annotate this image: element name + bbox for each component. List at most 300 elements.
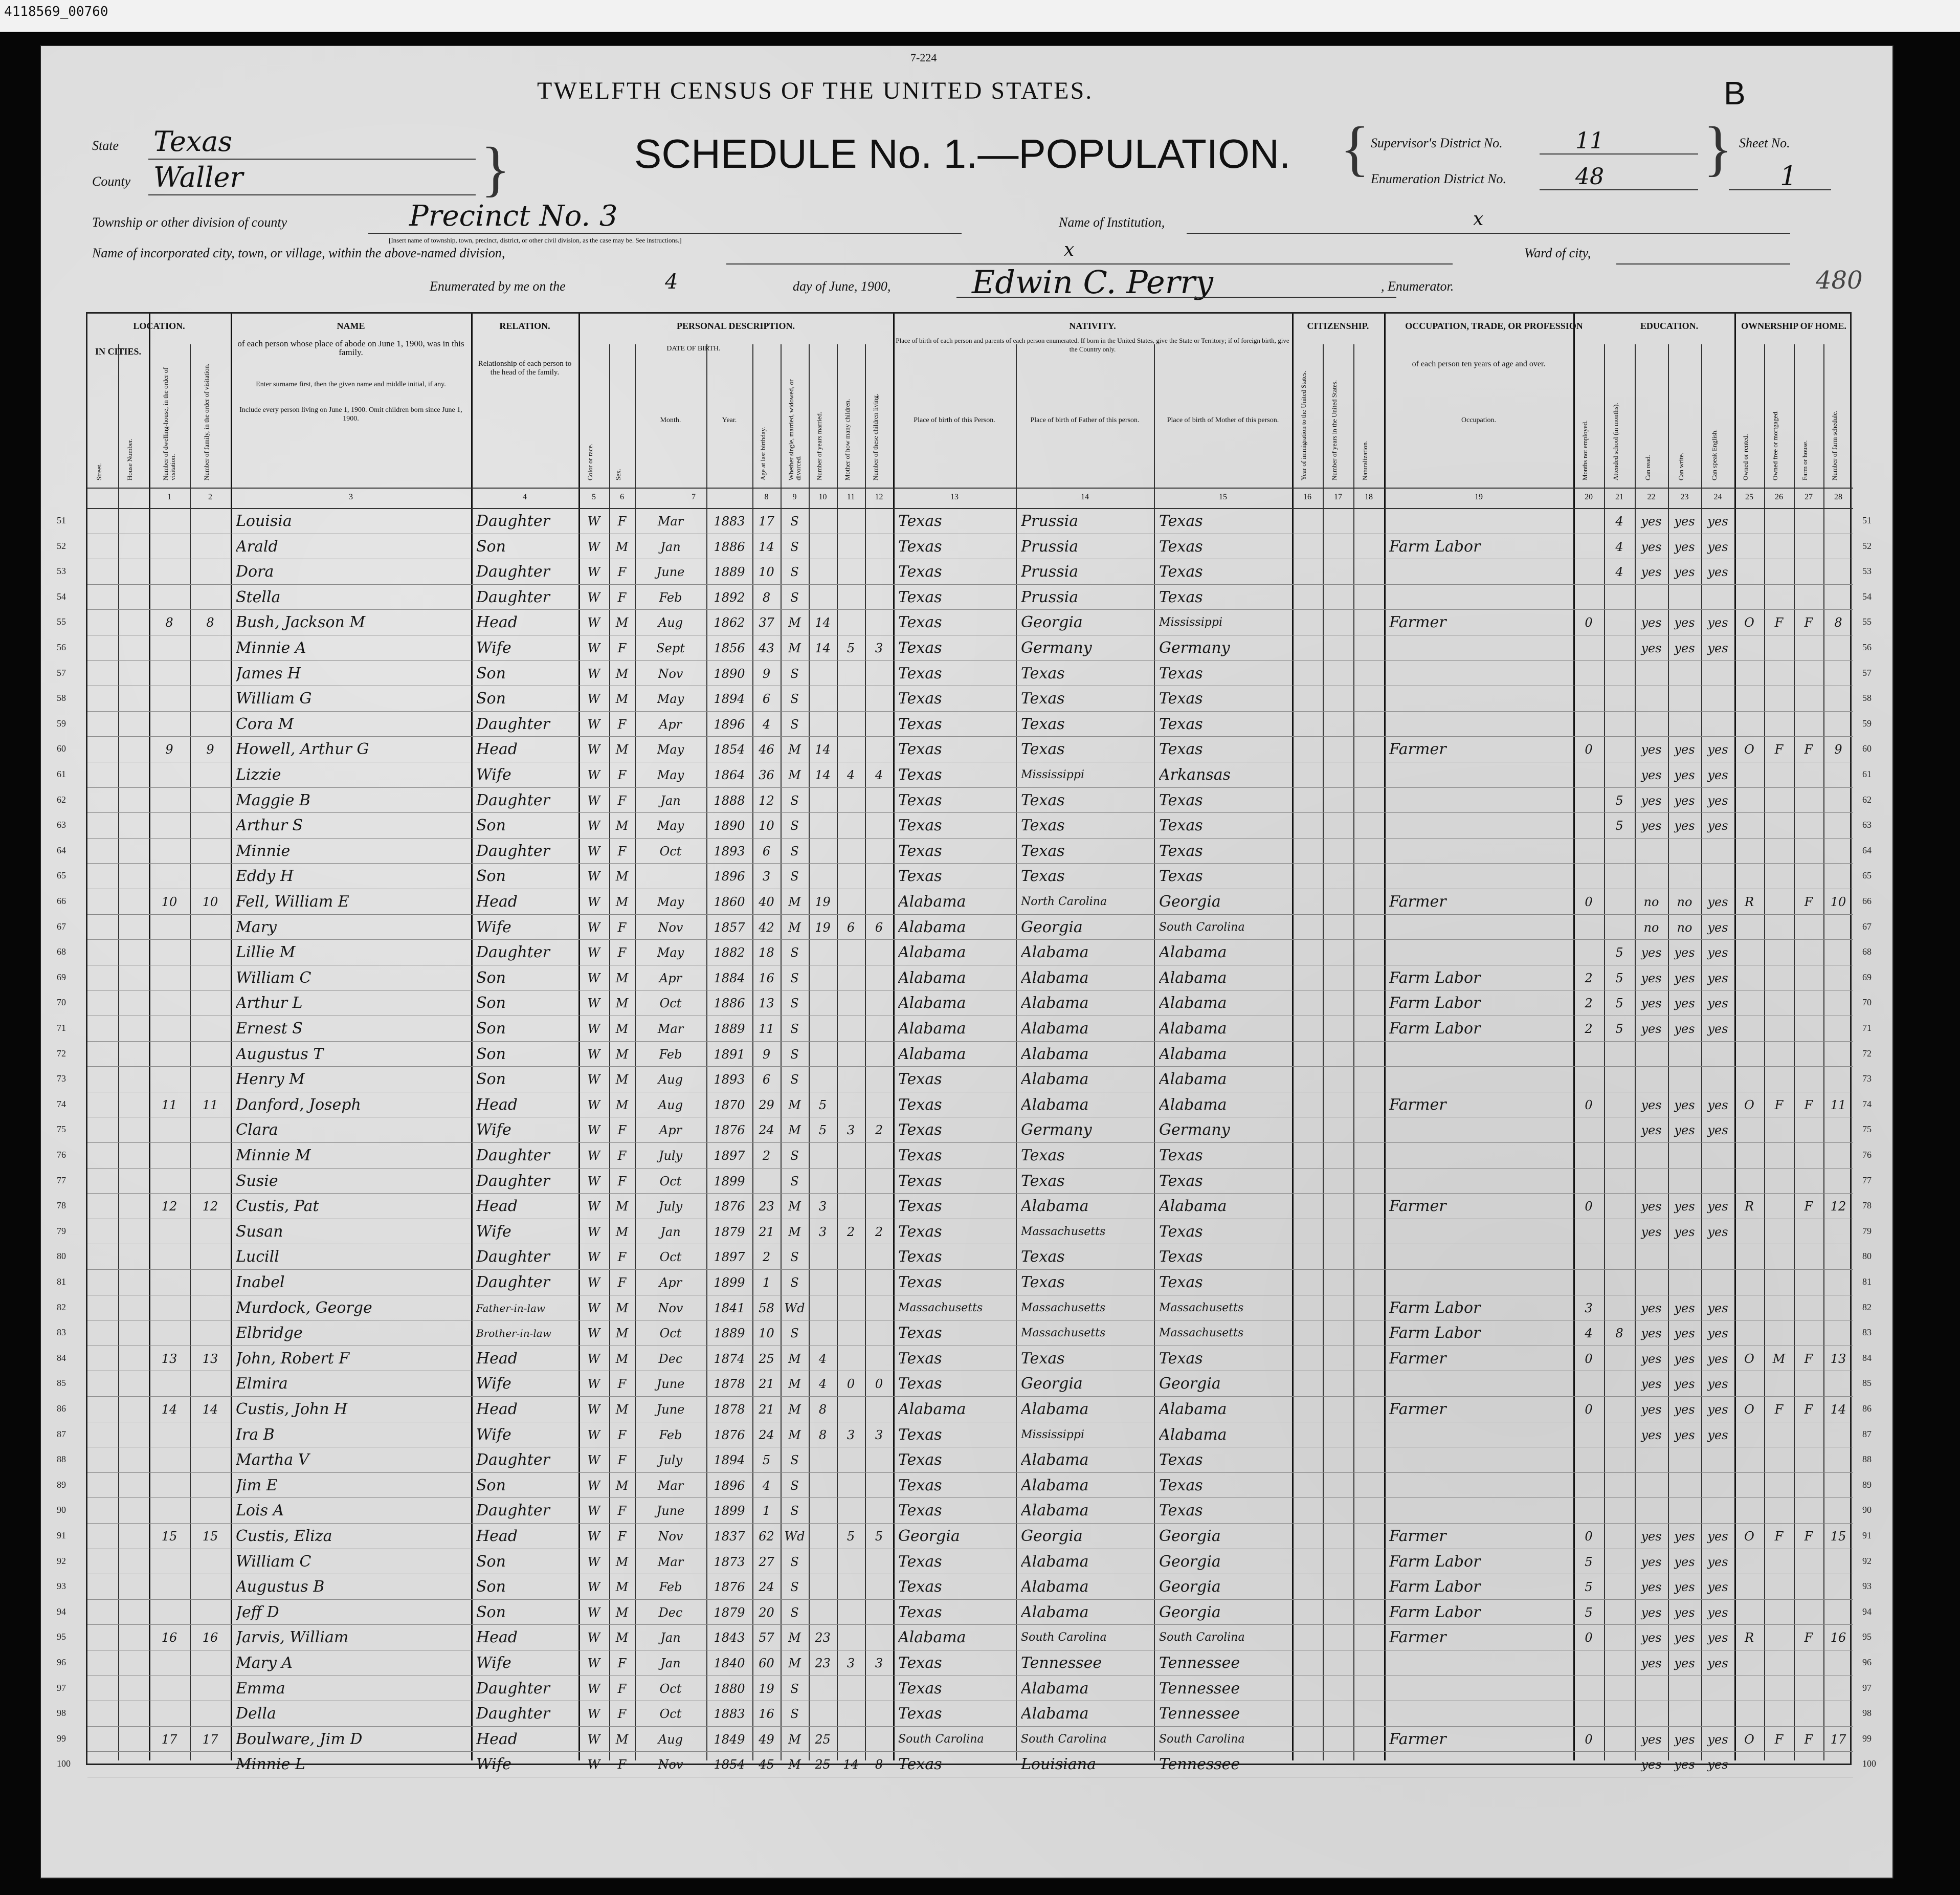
cell-fam <box>190 561 231 583</box>
table-row <box>57 990 1872 1017</box>
cell-age: 24 <box>759 1580 774 1595</box>
cell-color: W <box>587 1605 600 1620</box>
cell-color: W <box>587 1224 600 1239</box>
cell-pob: Alabama <box>898 918 966 936</box>
cell-dw: 15 <box>161 1529 177 1544</box>
cell-rd <box>1635 1170 1668 1193</box>
cell-fs <box>1823 1373 1853 1395</box>
cell-fs <box>1823 1068 1853 1091</box>
line-number-right: 70 <box>1862 997 1872 1008</box>
cell-mo <box>837 814 865 837</box>
cell-fs <box>1823 1322 1853 1345</box>
column-number: 15 <box>1219 493 1227 501</box>
cell-pob: Texas <box>898 1324 942 1342</box>
cell-fpob: Texas <box>1021 791 1065 809</box>
cell-age: 2 <box>762 1250 771 1265</box>
line-number-right: 69 <box>1862 972 1872 982</box>
cell-wr <box>1668 688 1701 710</box>
cell-rel: Wife <box>476 918 511 936</box>
cell-occ: Farm Labor <box>1389 994 1481 1012</box>
cell-fs <box>1823 1246 1853 1268</box>
cell-pob: Texas <box>898 690 942 708</box>
cell-sex: M <box>615 1580 629 1595</box>
cell-wr <box>1668 586 1701 609</box>
cell-wr: yes <box>1674 1199 1695 1214</box>
cell-mar: S <box>790 565 799 580</box>
cell-fm <box>1764 1500 1794 1522</box>
cell-en: yes <box>1707 1605 1728 1620</box>
house-column-header: House Number. <box>126 438 133 480</box>
cell-mpob: Texas <box>1159 842 1203 860</box>
cell-month: June <box>656 1504 685 1518</box>
cell-rd <box>1635 1271 1668 1294</box>
cell-color: W <box>587 1478 600 1493</box>
cell-name: Fell, William E <box>236 893 349 911</box>
cell-month: Aug <box>658 1072 683 1087</box>
cell-fh <box>1794 789 1823 812</box>
cell-pob: Texas <box>898 1679 942 1698</box>
cell-dw <box>149 764 190 786</box>
cell-wr <box>1668 1703 1701 1725</box>
table-row <box>57 635 1872 662</box>
cell-month: Oct <box>659 1326 682 1341</box>
cell-fm <box>1764 941 1794 964</box>
table-row <box>57 1650 1872 1677</box>
cell-occ <box>1389 1753 1572 1776</box>
cell-own <box>1734 1144 1764 1167</box>
cell-pob: Texas <box>898 1121 942 1139</box>
cell-sex: F <box>617 1453 627 1468</box>
cell-sch <box>1604 1195 1635 1218</box>
column-number: 8 <box>764 493 769 501</box>
cell-sch <box>1604 1424 1635 1446</box>
cell-age: 36 <box>759 768 774 782</box>
cell-occ <box>1389 1703 1572 1725</box>
cell-sch: 4 <box>1615 514 1623 528</box>
cell-occ <box>1389 865 1572 888</box>
cell-age: 62 <box>759 1529 774 1544</box>
cell-mar: Wd <box>784 1301 805 1315</box>
cell-en <box>1701 1449 1734 1471</box>
cell-sex: F <box>617 1174 627 1188</box>
cell-rd: yes <box>1641 1732 1662 1747</box>
cell-fh <box>1794 1449 1823 1471</box>
cell-month: Aug <box>658 1732 683 1747</box>
cell-fh <box>1794 1678 1823 1700</box>
line-number: 51 <box>57 515 66 525</box>
cell-mpob: Texas <box>1159 1451 1203 1469</box>
table-row <box>57 1117 1872 1143</box>
cell-year: 1886 <box>714 996 745 1011</box>
line-number: 63 <box>57 820 66 830</box>
cell-fpob: Alabama <box>1021 1552 1089 1571</box>
cell-rd: yes <box>1641 971 1662 985</box>
line-number: 58 <box>57 693 66 703</box>
cell-fpob: Alabama <box>1021 1705 1089 1723</box>
cell-fpob: Alabama <box>1021 1502 1089 1520</box>
cell-pob: Texas <box>898 1451 942 1469</box>
header-occupation: OCCUPATION, TRADE, OR PROFESSION <box>1405 321 1583 331</box>
cell-mar: S <box>790 869 799 884</box>
cell-mpob: Texas <box>1159 563 1203 581</box>
cell-own <box>1734 1119 1764 1141</box>
cell-mpob: Georgia <box>1159 1527 1221 1545</box>
cell-sex: M <box>615 819 629 833</box>
cell-age: 16 <box>759 1707 774 1722</box>
cell-fam <box>190 510 231 533</box>
line-number: 56 <box>57 642 66 652</box>
cell-mo <box>837 1551 865 1573</box>
line-number: 97 <box>57 1682 66 1693</box>
cell-rel: Son <box>476 867 506 886</box>
cell-mpob: South Carolina <box>1159 1631 1245 1644</box>
column-number: 2 <box>208 493 212 501</box>
cell-name: Augustus B <box>236 1578 325 1596</box>
cell-age: 21 <box>759 1224 774 1239</box>
cell-pob: Texas <box>898 537 942 556</box>
cell-pob: Texas <box>898 1147 942 1164</box>
cell-year: 1857 <box>714 920 745 935</box>
cell-fm <box>1764 1322 1794 1345</box>
cell-mpob: Georgia <box>1159 1603 1221 1621</box>
cell-name: Arthur L <box>236 994 303 1012</box>
cell-wr <box>1668 1500 1701 1522</box>
cell-sch <box>1604 1474 1635 1497</box>
cell-mo <box>837 1576 865 1598</box>
table-row <box>57 787 1872 814</box>
cell-name: Dora <box>236 563 274 581</box>
line-number: 59 <box>57 718 66 729</box>
cell-sch <box>1604 1601 1635 1624</box>
cell-dw <box>149 1678 190 1700</box>
cell-fs: 10 <box>1830 895 1846 909</box>
cell-sex: F <box>617 920 627 935</box>
cell-sex: M <box>615 1630 629 1645</box>
line-number-right: 95 <box>1862 1632 1872 1642</box>
cell-month: Aug <box>658 1097 683 1112</box>
cell-pob: Texas <box>898 1476 942 1494</box>
cell-fam: 13 <box>202 1351 218 1366</box>
cell-fh <box>1794 840 1823 863</box>
cell-rel: Head <box>476 1197 518 1216</box>
cell-fpob: Alabama <box>1021 1451 1089 1469</box>
cell-wr <box>1668 1449 1701 1471</box>
cell-fam <box>190 1652 231 1674</box>
cell-mne <box>1573 663 1604 685</box>
cell-mo <box>837 1068 865 1091</box>
table-row <box>57 559 1872 585</box>
cell-mar: M <box>788 920 801 935</box>
cell-sch: 4 <box>1615 565 1623 580</box>
cell-ym <box>809 1144 837 1167</box>
table-row <box>57 1549 1872 1575</box>
cell-ym <box>809 561 837 583</box>
cell-mne: 0 <box>1585 1630 1593 1645</box>
line-number: 52 <box>57 540 66 551</box>
column-number: 23 <box>1680 493 1689 501</box>
cell-wr: yes <box>1674 793 1695 808</box>
cell-en: yes <box>1707 996 1728 1011</box>
cell-fs: 9 <box>1834 742 1842 757</box>
cell-fm <box>1764 1144 1794 1167</box>
cell-month: Mar <box>657 1022 684 1036</box>
cell-sex: M <box>615 1224 629 1239</box>
cell-mpob: Texas <box>1159 1476 1203 1494</box>
cell-rd: yes <box>1641 1326 1662 1341</box>
table-row <box>57 1295 1872 1321</box>
cell-year: 1888 <box>714 793 745 808</box>
cell-sex: M <box>615 1605 629 1620</box>
cell-fpob: Alabama <box>1021 1578 1089 1596</box>
table-row <box>57 1574 1872 1600</box>
cell-color: W <box>587 971 600 985</box>
population-table <box>57 312 1876 1774</box>
cell-sch <box>1604 916 1635 939</box>
cell-year: 1878 <box>714 1377 745 1392</box>
cell-rd <box>1635 1500 1668 1522</box>
cell-ym <box>809 1678 837 1700</box>
cell-rel: Son <box>476 537 506 556</box>
cell-cl <box>865 1728 893 1751</box>
cell-mar: S <box>790 996 799 1011</box>
cell-year: 1864 <box>714 768 745 782</box>
cell-wr <box>1668 1144 1701 1167</box>
cell-month: Jan <box>660 793 681 808</box>
line-number: 53 <box>57 566 66 577</box>
cell-ym: 19 <box>815 895 831 909</box>
cell-pob: Alabama <box>898 943 966 962</box>
line-number: 88 <box>57 1454 66 1465</box>
cell-sex: M <box>615 742 629 757</box>
cell-mpob: Alabama <box>1159 994 1227 1012</box>
cell-mpob: Alabama <box>1159 1197 1227 1216</box>
cell-mne: 0 <box>1585 1529 1593 1544</box>
cell-sex: F <box>617 1681 627 1696</box>
cell-rel: Head <box>476 740 518 759</box>
cell-sch <box>1604 840 1635 863</box>
line-number-right: 55 <box>1862 616 1872 627</box>
cell-cl <box>865 663 893 685</box>
cell-mo: 5 <box>847 1529 855 1544</box>
sch-column-header: Attended school (in months). <box>1612 403 1619 480</box>
cell-en: yes <box>1707 1732 1728 1747</box>
cell-age: 42 <box>759 920 774 935</box>
cell-sex: M <box>615 1351 629 1366</box>
cell-mar: S <box>790 1605 799 1620</box>
cell-pob: Texas <box>898 613 942 632</box>
cell-cl <box>865 1043 893 1066</box>
cell-fs <box>1823 941 1853 964</box>
cell-fh <box>1794 1652 1823 1674</box>
cell-fm <box>1764 1195 1794 1218</box>
cell-mo <box>837 1601 865 1624</box>
cell-age <box>752 1170 781 1193</box>
line-number-right: 94 <box>1862 1606 1872 1617</box>
supervisor-label: Supervisor's District No. <box>1371 136 1503 150</box>
cell-pob: Texas <box>898 817 942 835</box>
cell-mpob: Tennessee <box>1159 1679 1240 1698</box>
cell-own <box>1734 1678 1764 1700</box>
cell-mpob: South Carolina <box>1159 920 1245 934</box>
line-number: 57 <box>57 667 66 678</box>
cell-month: Oct <box>659 1707 682 1722</box>
cell-color: W <box>587 1199 600 1214</box>
cell-mpob: South Carolina <box>1159 1732 1245 1746</box>
cell-name: William C <box>236 968 311 987</box>
cell-name: Emma <box>236 1679 285 1698</box>
cell-mne: 4 <box>1585 1326 1593 1341</box>
cell-fm <box>1764 1246 1794 1268</box>
cell-wr: no <box>1677 895 1692 909</box>
cell-rel: Wife <box>476 1425 511 1444</box>
cell-wr <box>1668 1043 1701 1066</box>
cell-ym <box>809 1271 837 1294</box>
cell-pob: Texas <box>898 1273 942 1291</box>
cell-mne: 3 <box>1585 1301 1593 1315</box>
imm-column-header: Year of immigration to the United States. <box>1300 370 1307 480</box>
cell-rd: yes <box>1641 615 1662 630</box>
cell-own <box>1734 1753 1764 1776</box>
cell-color: W <box>587 869 600 884</box>
cell-month: Nov <box>658 1757 683 1772</box>
cell-fam: 14 <box>202 1402 218 1417</box>
cell-fm <box>1764 1424 1794 1446</box>
cell-en <box>1701 1678 1734 1700</box>
cell-age: 10 <box>759 565 774 580</box>
cell-rel: Head <box>476 1095 518 1114</box>
row-divider <box>87 488 1853 489</box>
cell-mpob: Texas <box>1159 1273 1203 1291</box>
cell-rd: yes <box>1641 996 1662 1011</box>
cell-sch: 5 <box>1615 819 1623 833</box>
cell-occ <box>1389 1170 1572 1193</box>
cell-ym <box>809 536 837 558</box>
cell-wr: yes <box>1674 742 1695 757</box>
cell-month: Nov <box>658 1301 683 1315</box>
fm-column-header: Owned free or mortgaged. <box>1771 410 1779 480</box>
cell-month: Oct <box>659 996 682 1011</box>
cell-ym <box>809 663 837 685</box>
cell-mar: S <box>790 1149 799 1163</box>
cell-own <box>1734 865 1764 888</box>
cell-fm <box>1764 865 1794 888</box>
cell-age: 58 <box>759 1301 774 1315</box>
cell-fam <box>190 1551 231 1573</box>
cell-year: 1896 <box>714 1478 745 1493</box>
cell-mne <box>1573 1449 1604 1471</box>
cell-mpob: Alabama <box>1159 1425 1227 1444</box>
cell-dw <box>149 1144 190 1167</box>
cell-sch <box>1604 688 1635 710</box>
cell-rd: yes <box>1641 819 1662 833</box>
cell-wr: yes <box>1674 1656 1695 1670</box>
cell-fam: 9 <box>206 742 214 757</box>
cell-year: 1893 <box>714 844 745 858</box>
cell-pob: Alabama <box>898 893 966 911</box>
cell-ym: 23 <box>815 1630 831 1645</box>
cell-own <box>1734 1246 1764 1268</box>
cell-fm: F <box>1774 1732 1784 1747</box>
cell-year: 1876 <box>714 1123 745 1138</box>
cell-own: R <box>1744 895 1754 909</box>
cell-mne <box>1573 510 1604 533</box>
cell-color: W <box>587 666 600 681</box>
cell-name: Danford, Joseph <box>236 1095 361 1114</box>
cell-year: 1899 <box>714 1275 745 1290</box>
cell-own <box>1734 688 1764 710</box>
column-number: 28 <box>1834 493 1842 501</box>
cell-month: Nov <box>658 666 683 681</box>
cell-cl <box>865 510 893 533</box>
cell-name: Minnie L <box>236 1755 305 1774</box>
cell-age: 10 <box>759 819 774 833</box>
cell-color: W <box>587 641 600 655</box>
cell-mo <box>837 967 865 989</box>
cell-mne <box>1573 1753 1604 1776</box>
cell-rel: Son <box>476 817 506 835</box>
cell-mo <box>837 891 865 913</box>
cell-sch: 8 <box>1615 1326 1623 1341</box>
cell-month: Apr <box>659 1275 682 1290</box>
cell-ym <box>809 1246 837 1268</box>
cell-mo: 4 <box>847 768 855 782</box>
cell-year: 1880 <box>714 1681 745 1696</box>
cell-pob: Texas <box>898 1552 942 1571</box>
column-number: 1 <box>167 493 171 501</box>
cell-year: 1876 <box>714 1199 745 1214</box>
cell-dw <box>149 536 190 558</box>
line-number-right: 65 <box>1862 870 1872 881</box>
cell-fh: F <box>1804 742 1813 757</box>
column-number: 13 <box>950 493 959 501</box>
cell-fh <box>1794 814 1823 837</box>
column-number: 27 <box>1805 493 1813 501</box>
cell-mar: S <box>790 1275 799 1290</box>
cell-rel: Daughter <box>476 588 550 606</box>
cell-rel: Wife <box>476 1222 511 1241</box>
cell-fam <box>190 688 231 710</box>
line-number-right: 71 <box>1862 1023 1872 1033</box>
cell-cl: 3 <box>875 1656 883 1670</box>
cell-color: W <box>587 1427 600 1442</box>
cell-sch <box>1604 865 1635 888</box>
cell-rel: Daughter <box>476 842 550 860</box>
cell-pob: Texas <box>898 588 942 606</box>
cell-age: 6 <box>762 692 771 707</box>
cell-sch <box>1604 1626 1635 1649</box>
cell-en: yes <box>1707 1097 1728 1112</box>
cell-fs <box>1823 764 1853 786</box>
census-title: TWELFTH CENSUS OF THE UNITED STATES. <box>537 77 1094 104</box>
cell-cl <box>865 992 893 1015</box>
cell-fs <box>1823 1144 1853 1167</box>
cell-fpob: Georgia <box>1021 1375 1083 1393</box>
cell-mpob: Tennessee <box>1159 1654 1240 1672</box>
table-row <box>57 1726 1872 1753</box>
cell-mne <box>1573 1474 1604 1497</box>
cell-fm <box>1764 713 1794 736</box>
cell-sex: F <box>617 1123 627 1138</box>
cell-fam: 11 <box>202 1097 218 1112</box>
table-row <box>57 1016 1872 1042</box>
cell-cl: 2 <box>875 1224 883 1239</box>
cell-fs <box>1823 1500 1853 1522</box>
cell-rel: Son <box>476 968 506 987</box>
cell-age: 9 <box>762 666 771 681</box>
cell-wr: yes <box>1674 1022 1695 1036</box>
cell-mpob: Alabama <box>1159 1020 1227 1038</box>
cell-rel: Head <box>476 1400 518 1418</box>
